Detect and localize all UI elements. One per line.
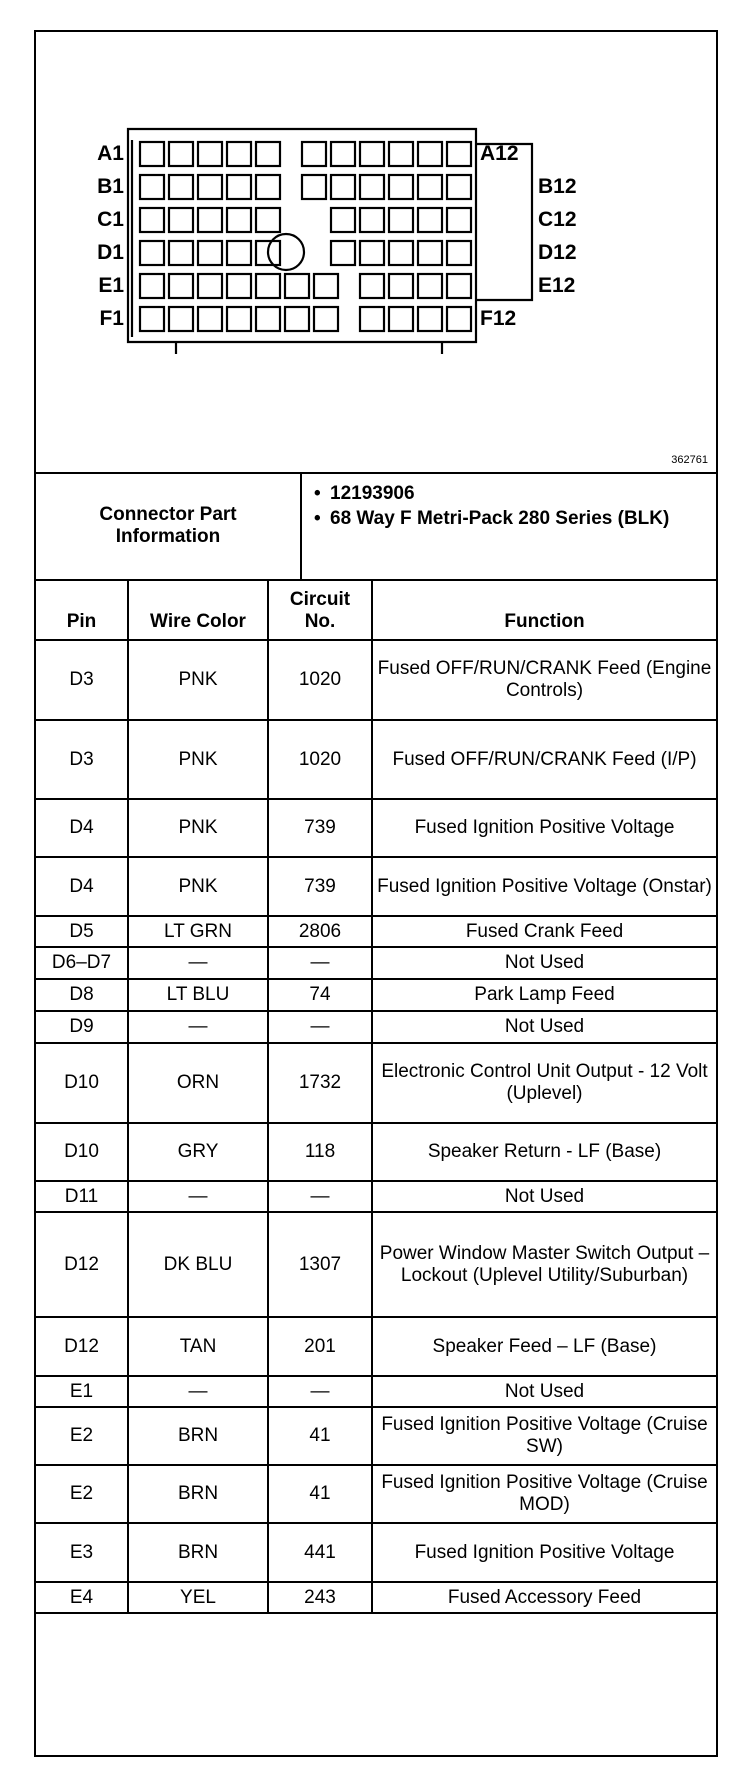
row-label-b12: B12 bbox=[538, 175, 577, 198]
header-circuit-no: Circuit No. bbox=[268, 581, 372, 640]
wire-color-cell: — bbox=[128, 1011, 268, 1043]
wire-color-cell: — bbox=[128, 1376, 268, 1407]
circuit-no-cell: 41 bbox=[268, 1407, 372, 1465]
connector-info-item bbox=[302, 507, 702, 530]
table-row bbox=[36, 640, 716, 720]
wire-color-cell: TAN bbox=[128, 1317, 268, 1376]
table-row bbox=[36, 857, 716, 916]
connector-type: 68 Way F Metri-Pack 280 Series (BLK) bbox=[330, 508, 670, 529]
table-row bbox=[36, 799, 716, 857]
terminal-cavity bbox=[169, 208, 193, 232]
header-pin: Pin bbox=[36, 581, 128, 640]
terminal-cavity bbox=[140, 274, 164, 298]
bullet-icon: • bbox=[314, 483, 321, 504]
function-cell: Electronic Control Unit Output - 12 Volt (Uplevel) bbox=[372, 1043, 716, 1123]
terminal-cavity bbox=[314, 307, 338, 331]
terminal-cavity bbox=[227, 307, 251, 331]
row-label-b1: B1 bbox=[97, 175, 124, 198]
circuit-no-cell: 74 bbox=[268, 979, 372, 1011]
terminal-cavity bbox=[331, 241, 355, 265]
pinout-table bbox=[36, 581, 716, 1614]
circuit-no-cell: 118 bbox=[268, 1123, 372, 1181]
terminal-cavity bbox=[302, 175, 326, 199]
table-row bbox=[36, 1212, 716, 1317]
table-row bbox=[36, 1181, 716, 1212]
connector-sheet bbox=[34, 30, 718, 1757]
terminal-cavity bbox=[360, 241, 384, 265]
terminal-cavity bbox=[198, 307, 222, 331]
row-label-e1: E1 bbox=[98, 274, 124, 297]
pin-cell: D8 bbox=[36, 979, 128, 1011]
pin-cell: D3 bbox=[36, 640, 128, 720]
wire-color-cell: PNK bbox=[128, 720, 268, 799]
terminal-cavity bbox=[227, 142, 251, 166]
function-cell: Power Window Master Switch Output –Lockout (Uplevel Utility/Suburban) bbox=[372, 1212, 716, 1317]
terminal-cavity bbox=[256, 142, 280, 166]
function-cell: Fused OFF/RUN/CRANK Feed (Engine Controls) bbox=[372, 640, 716, 720]
function-cell: Fused Ignition Positive Voltage (Cruise MOD) bbox=[372, 1465, 716, 1523]
terminal-cavity bbox=[418, 241, 442, 265]
wire-color-cell: BRN bbox=[128, 1523, 268, 1582]
terminal-cavity bbox=[331, 142, 355, 166]
pin-cell: E2 bbox=[36, 1465, 128, 1523]
terminal-cavity bbox=[140, 142, 164, 166]
row-label-d12: D12 bbox=[538, 241, 577, 264]
pin-cell: D11 bbox=[36, 1181, 128, 1212]
terminal-cavity bbox=[140, 175, 164, 199]
terminal-cavity bbox=[140, 307, 164, 331]
table-row bbox=[36, 1317, 716, 1376]
terminal-cavity bbox=[314, 274, 338, 298]
circuit-no-cell: 1307 bbox=[268, 1212, 372, 1317]
table-row bbox=[36, 720, 716, 799]
circuit-no-cell: 739 bbox=[268, 857, 372, 916]
function-cell: Fused Ignition Positive Voltage (Cruise SW) bbox=[372, 1407, 716, 1465]
terminal-cavity bbox=[169, 142, 193, 166]
circuit-no-cell: 1020 bbox=[268, 720, 372, 799]
wire-color-cell: DK BLU bbox=[128, 1212, 268, 1317]
terminal-cavity bbox=[360, 307, 384, 331]
figure-id: 362761 bbox=[671, 454, 708, 466]
wire-color-cell: PNK bbox=[128, 857, 268, 916]
wire-color-cell: YEL bbox=[128, 1582, 268, 1613]
row-label-c12: C12 bbox=[538, 208, 577, 231]
terminal-cavity bbox=[285, 274, 309, 298]
row-label-d1: D1 bbox=[97, 241, 124, 264]
terminal-cavity bbox=[198, 241, 222, 265]
pin-cell: D9 bbox=[36, 1011, 128, 1043]
terminal-cavity bbox=[331, 208, 355, 232]
mounting-hole bbox=[268, 234, 304, 270]
connector-info-item bbox=[302, 482, 702, 505]
pin-cell: D10 bbox=[36, 1123, 128, 1181]
circuit-no-cell: — bbox=[268, 1376, 372, 1407]
terminal-cavity bbox=[198, 208, 222, 232]
terminal-cavity bbox=[447, 175, 471, 199]
terminal-cavity bbox=[447, 208, 471, 232]
part-number: 12193906 bbox=[330, 483, 415, 504]
terminal-cavity bbox=[447, 241, 471, 265]
pin-cell: E4 bbox=[36, 1582, 128, 1613]
row-label-f12: F12 bbox=[480, 307, 517, 330]
function-cell: Speaker Feed – LF (Base) bbox=[372, 1317, 716, 1376]
terminal-cavity bbox=[447, 274, 471, 298]
terminal-cavity bbox=[360, 142, 384, 166]
terminal-cavity bbox=[227, 274, 251, 298]
terminal-cavity bbox=[140, 241, 164, 265]
terminal-cavity bbox=[418, 208, 442, 232]
terminal-cavity bbox=[418, 274, 442, 298]
connector-info-list bbox=[302, 482, 702, 532]
pin-cell: D5 bbox=[36, 916, 128, 947]
row-label-e12: E12 bbox=[538, 274, 576, 297]
terminal-cavity bbox=[227, 175, 251, 199]
terminal-cavity bbox=[389, 142, 413, 166]
terminal-cavity bbox=[227, 241, 251, 265]
terminal-cavity bbox=[198, 142, 222, 166]
keying-rib bbox=[476, 144, 532, 300]
pin-cell: E1 bbox=[36, 1376, 128, 1407]
terminal-cavity bbox=[389, 175, 413, 199]
pin-cell: D12 bbox=[36, 1317, 128, 1376]
table-row bbox=[36, 979, 716, 1011]
wire-color-cell: BRN bbox=[128, 1465, 268, 1523]
circuit-no-cell: 41 bbox=[268, 1465, 372, 1523]
function-cell: Not Used bbox=[372, 1181, 716, 1212]
wire-color-cell: — bbox=[128, 1181, 268, 1212]
terminal-cavity bbox=[256, 307, 280, 331]
wire-color-cell: BRN bbox=[128, 1407, 268, 1465]
connector-diagram bbox=[36, 32, 716, 474]
terminal-cavity bbox=[302, 142, 326, 166]
wire-color-cell: LT GRN bbox=[128, 916, 268, 947]
table-row bbox=[36, 1523, 716, 1582]
pin-cell: D3 bbox=[36, 720, 128, 799]
terminal-cavity bbox=[331, 175, 355, 199]
table-row bbox=[36, 916, 716, 947]
circuit-no-cell: — bbox=[268, 947, 372, 979]
row-label-c1: C1 bbox=[97, 208, 124, 231]
pin-cell: D12 bbox=[36, 1212, 128, 1317]
circuit-no-cell: 739 bbox=[268, 799, 372, 857]
table-row bbox=[36, 1043, 716, 1123]
terminal-cavity bbox=[360, 274, 384, 298]
table-row bbox=[36, 1376, 716, 1407]
header-function: Function bbox=[372, 581, 716, 640]
terminal-cavity bbox=[227, 208, 251, 232]
table-header-row bbox=[36, 581, 716, 640]
function-cell: Fused Crank Feed bbox=[372, 916, 716, 947]
table-row bbox=[36, 947, 716, 979]
circuit-no-cell: — bbox=[268, 1011, 372, 1043]
terminal-cavity bbox=[418, 175, 442, 199]
function-cell: Fused Ignition Positive Voltage bbox=[372, 1523, 716, 1582]
pin-cell: D10 bbox=[36, 1043, 128, 1123]
terminal-cavity bbox=[256, 208, 280, 232]
function-cell: Park Lamp Feed bbox=[372, 979, 716, 1011]
circuit-no-cell: 1732 bbox=[268, 1043, 372, 1123]
pin-cell: D4 bbox=[36, 799, 128, 857]
table-row bbox=[36, 1123, 716, 1181]
pin-cell: E3 bbox=[36, 1523, 128, 1582]
terminal-cavity bbox=[447, 307, 471, 331]
function-cell: Fused OFF/RUN/CRANK Feed (I/P) bbox=[372, 720, 716, 799]
connector-part-information bbox=[36, 472, 716, 581]
terminal-cavity bbox=[140, 208, 164, 232]
terminal-cavity bbox=[418, 142, 442, 166]
pin-cell: E2 bbox=[36, 1407, 128, 1465]
circuit-no-cell: 441 bbox=[268, 1523, 372, 1582]
terminal-cavity bbox=[169, 307, 193, 331]
bullet-icon: • bbox=[314, 508, 321, 529]
terminal-cavity bbox=[256, 175, 280, 199]
terminal-cavity bbox=[389, 274, 413, 298]
connector-info-label: Connector Part Information bbox=[99, 503, 237, 547]
wire-color-cell: PNK bbox=[128, 799, 268, 857]
function-cell: Fused Ignition Positive Voltage bbox=[372, 799, 716, 857]
circuit-no-cell: — bbox=[268, 1181, 372, 1212]
wire-color-cell: PNK bbox=[128, 640, 268, 720]
terminal-cavity bbox=[169, 175, 193, 199]
pin-cell: D4 bbox=[36, 857, 128, 916]
connector-face-drawing bbox=[36, 32, 716, 472]
table-row bbox=[36, 1582, 716, 1613]
terminal-cavity bbox=[389, 307, 413, 331]
function-cell: Not Used bbox=[372, 947, 716, 979]
terminal-cavity bbox=[447, 142, 471, 166]
terminal-cavity bbox=[360, 175, 384, 199]
terminal-cavity bbox=[198, 274, 222, 298]
terminal-cavity bbox=[389, 241, 413, 265]
circuit-no-cell: 2806 bbox=[268, 916, 372, 947]
function-cell: Fused Ignition Positive Voltage (Onstar) bbox=[372, 857, 716, 916]
connector-info-label-cell bbox=[36, 472, 302, 579]
terminal-cavity bbox=[360, 208, 384, 232]
circuit-no-cell: 201 bbox=[268, 1317, 372, 1376]
pin-cell: D6–D7 bbox=[36, 947, 128, 979]
row-label-f1: F1 bbox=[99, 307, 124, 330]
wire-color-cell: LT BLU bbox=[128, 979, 268, 1011]
circuit-no-cell: 1020 bbox=[268, 640, 372, 720]
row-label-a12: A12 bbox=[480, 142, 519, 165]
wire-color-cell: — bbox=[128, 947, 268, 979]
table-row bbox=[36, 1011, 716, 1043]
function-cell: Fused Accessory Feed bbox=[372, 1582, 716, 1613]
terminal-cavity bbox=[256, 274, 280, 298]
header-wire-color: Wire Color bbox=[128, 581, 268, 640]
terminal-cavity bbox=[389, 208, 413, 232]
circuit-no-cell: 243 bbox=[268, 1582, 372, 1613]
terminal-cavity bbox=[169, 241, 193, 265]
wire-color-cell: GRY bbox=[128, 1123, 268, 1181]
table-row bbox=[36, 1407, 716, 1465]
terminal-cavity bbox=[198, 175, 222, 199]
function-cell: Speaker Return - LF (Base) bbox=[372, 1123, 716, 1181]
function-cell: Not Used bbox=[372, 1376, 716, 1407]
function-cell: Not Used bbox=[372, 1011, 716, 1043]
row-label-a1: A1 bbox=[97, 142, 124, 165]
terminal-cavity bbox=[169, 274, 193, 298]
table-row bbox=[36, 1465, 716, 1523]
terminal-cavity bbox=[285, 307, 309, 331]
wire-color-cell: ORN bbox=[128, 1043, 268, 1123]
terminal-cavity bbox=[418, 307, 442, 331]
